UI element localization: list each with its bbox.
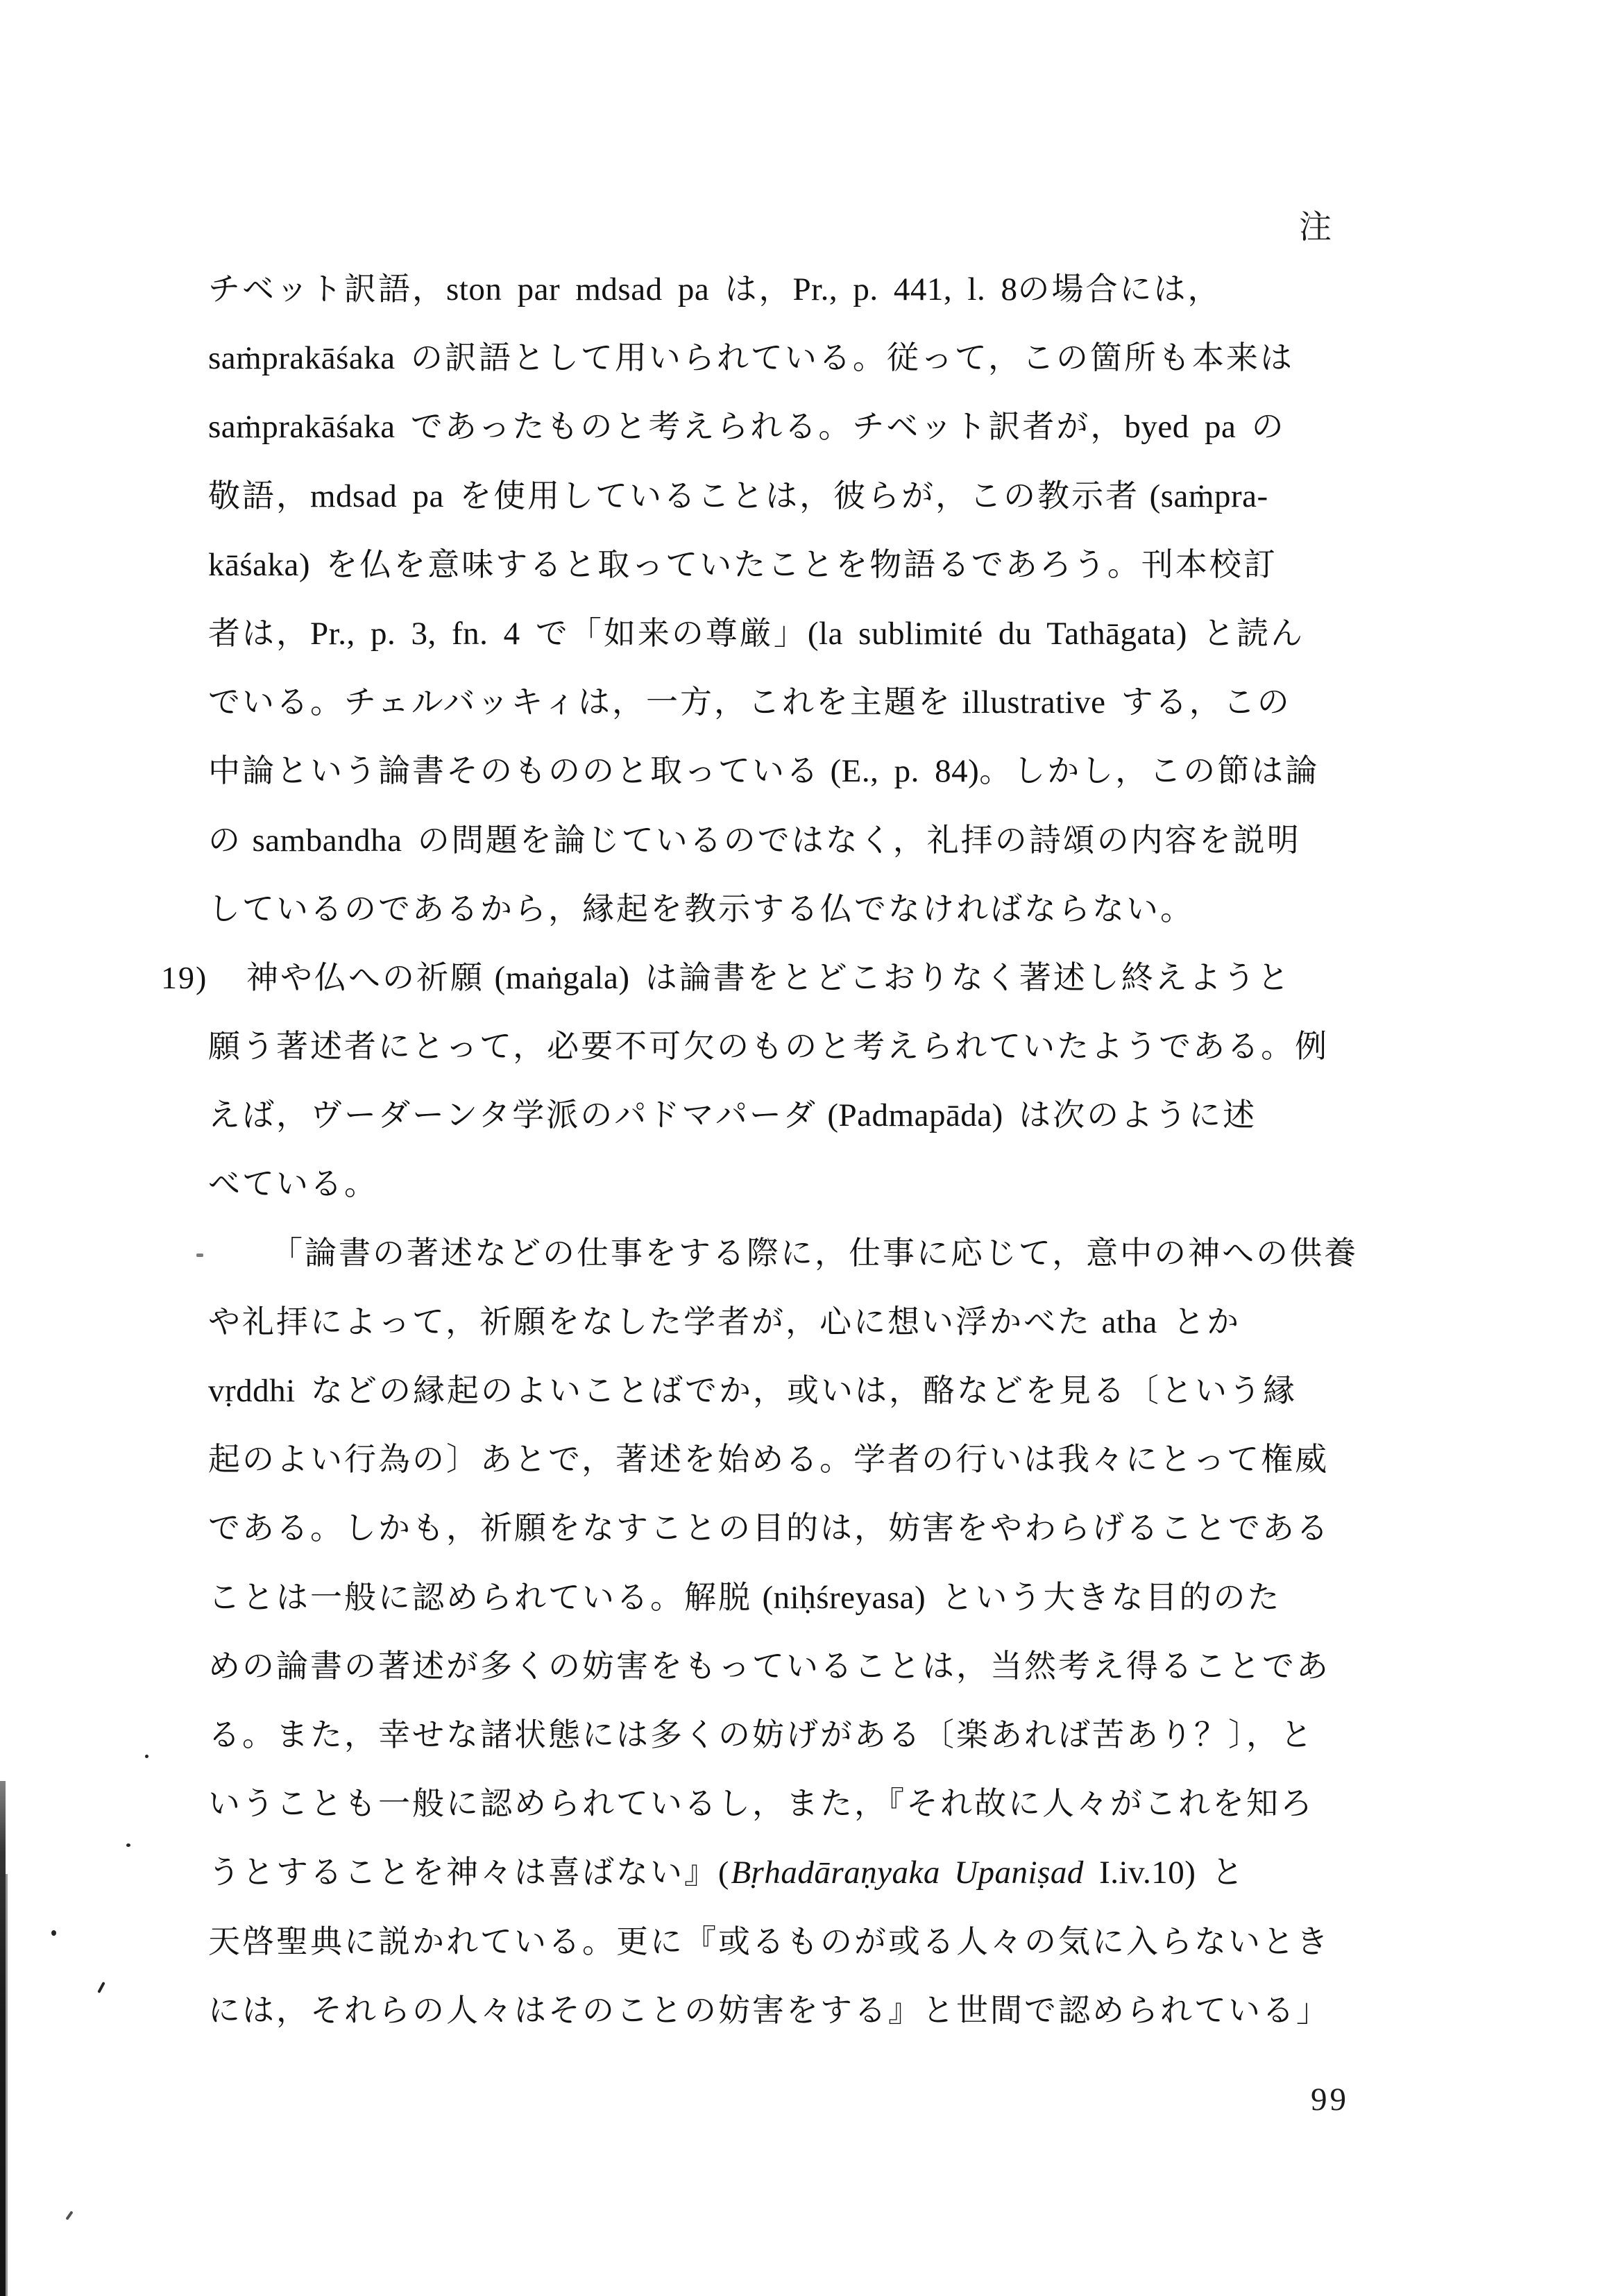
text-line <box>0 1425 1623 1494</box>
scan-artifact-speck <box>51 1930 56 1936</box>
japanese-text: 天啓聖典に説かれている。更に『或るものが或る人々の気に入らないとき <box>208 1923 1330 1959</box>
japanese-text: 敬語， <box>208 478 310 514</box>
scan-artifact-speck <box>145 1755 148 1758</box>
japanese-text: チベット訳語， <box>208 271 446 307</box>
japanese-text: と読ん <box>1203 615 1305 651</box>
text-line <box>0 1838 1623 1907</box>
japanese-text: の <box>1251 409 1286 445</box>
text-line <box>0 1081 1623 1149</box>
scan-artifact-speck <box>126 1843 130 1847</box>
japanese-text: いうことも一般に認められているし，また，『それ故に人々がこれを知ろ <box>208 1786 1314 1822</box>
text-line <box>0 1356 1623 1425</box>
japanese-text: には，それらの人々はそのことの妨害をする』と世間で認められている」 <box>208 1992 1330 2028</box>
latin-text: (la sublimité du Tathāgata) <box>807 615 1203 652</box>
latin-text: ston par mdsad pa <box>446 271 725 307</box>
text-line <box>0 1494 1623 1562</box>
japanese-text: する，この <box>1121 684 1291 720</box>
scan-artifact-speck <box>196 1253 203 1257</box>
text-line <box>0 1219 1623 1288</box>
latin-text: atha <box>1101 1303 1173 1340</box>
japanese-text: などの縁起のよいことばでか，或いは，酪などを見る〔という縁 <box>310 1373 1297 1408</box>
text-line <box>0 1563 1623 1632</box>
japanese-text: は次のように述 <box>1019 1097 1257 1133</box>
latin-text: Pr., p. 3, fn. 4 <box>310 615 536 652</box>
text-line <box>0 392 1623 461</box>
text-line <box>0 255 1623 323</box>
text-line <box>0 943 1623 1012</box>
scan-edge-streak <box>0 1781 6 2296</box>
latin-text: (Padmapāda) <box>827 1097 1019 1134</box>
japanese-text: で「如来の尊厳」 <box>535 615 808 651</box>
latin-text: saṁprakāśaka <box>208 340 411 377</box>
latin-text: mdsad pa <box>310 478 460 514</box>
japanese-text: 起のよい行為の〕あとで，著述を始める。学者の行いは我々にとって権威 <box>208 1442 1329 1478</box>
japanese-text: の場合には， <box>1017 271 1222 307</box>
latin-text: I.iv.10) <box>1083 1855 1212 1891</box>
text-line <box>0 1288 1623 1356</box>
latin-text: byed pa <box>1124 409 1252 446</box>
page-header-label: 注 <box>1299 210 1333 246</box>
text-line <box>0 1907 1623 1976</box>
japanese-text: 「論書の著述などの仕事をする際に，仕事に応じて，意中の神への供養 <box>271 1235 1359 1271</box>
note-number-marker: 19) <box>161 959 208 995</box>
japanese-text: は， <box>724 271 793 307</box>
text-line <box>0 530 1623 599</box>
latin-text: sambandha <box>252 822 418 859</box>
japanese-text: である。しかも，祈願をなすことの目的は，妨害をやわらげることである <box>208 1510 1330 1546</box>
japanese-text: や礼拝によって，祈願をなした学者が，心に想い浮かべた <box>208 1303 1102 1340</box>
japanese-text: でいる。チェルバッキィは，一方，これを主題を <box>208 684 962 720</box>
text-line <box>0 1149 1623 1218</box>
latin-text: (saṁpra- <box>1149 478 1268 514</box>
japanese-text: の <box>208 822 253 858</box>
japanese-text: めの論書の著述が多くの妨害をもっていることは，当然考え得ることであ <box>208 1648 1330 1684</box>
text-line <box>0 1632 1623 1700</box>
text-line <box>0 323 1623 392</box>
text-line <box>0 462 1623 530</box>
text-line <box>0 668 1623 736</box>
text-line <box>0 599 1623 668</box>
text-line <box>0 1976 1623 2045</box>
text-line <box>0 875 1623 943</box>
latin-text: (maṅgala) <box>494 959 645 996</box>
notes-text-block <box>0 255 1623 2045</box>
japanese-text: 。しかし，この節は論 <box>979 753 1320 789</box>
japanese-text: を使用していることは，彼らが，この教示者 <box>459 478 1150 514</box>
latin-text: (E., p. 84) <box>830 753 980 790</box>
sanskrit-title-text: Bṛhadāraṇyaka Upaniṣad <box>731 1855 1084 1891</box>
japanese-text: 願う著述者にとって，必要不可欠のものと考えられていたようである。例 <box>208 1029 1329 1065</box>
latin-text: Pr., p. 441, l. 8 <box>792 271 1018 307</box>
text-line <box>0 1012 1623 1081</box>
latin-text: (niḥśreyasa) <box>762 1579 942 1616</box>
japanese-text: 中論という論書そのもののと取っている <box>208 753 831 789</box>
scan-edge-streak-shadow <box>6 1874 8 2296</box>
japanese-text: と <box>1211 1855 1246 1891</box>
japanese-text: は論書をとどこおりなく著述し終えようと <box>645 959 1291 995</box>
japanese-text: ことは一般に認められている。解脱 <box>208 1579 763 1615</box>
japanese-text: しているのであるから，縁起を教示する仏でなければならない。 <box>208 890 1194 927</box>
page-number: 99 <box>1311 2082 1349 2118</box>
japanese-text: べている。 <box>208 1166 378 1202</box>
latin-text: illustrative <box>962 684 1121 721</box>
japanese-text: という大きな目的のた <box>941 1579 1282 1615</box>
japanese-text: の訳語として用いられている。従って，この箇所も本来は <box>410 340 1294 376</box>
text-line <box>0 736 1623 805</box>
japanese-text: 神や仏への祈願 <box>246 959 495 995</box>
japanese-text: を仏を意味すると取っていたことを物語るであろう。刊本校訂 <box>325 546 1277 582</box>
latin-text: kāśaka) <box>208 546 326 583</box>
japanese-text: 者は， <box>208 615 310 651</box>
japanese-text: であったものと考えられる。チベット訳者が， <box>410 409 1125 445</box>
japanese-text: とか <box>1173 1303 1241 1340</box>
text-line <box>0 1769 1623 1838</box>
text-line <box>0 806 1623 875</box>
latin-text: vṛddhi <box>208 1373 311 1409</box>
scan-artifact-speck <box>65 2211 73 2220</box>
japanese-text: えば，ヴーダーンタ学派のパドマパーダ <box>208 1097 828 1133</box>
japanese-text: る。また，幸せな諸状態には多くの妨げがある〔楽あれば苦あり？〕，と <box>208 1716 1314 1753</box>
japanese-text: うとすることを神々は喜ばない』( <box>208 1855 731 1891</box>
japanese-text: の問題を論じているのではなく，礼拝の詩頌の内容を説明 <box>417 822 1301 858</box>
text-line <box>0 1700 1623 1769</box>
latin-text: saṁprakāśaka <box>208 409 411 446</box>
